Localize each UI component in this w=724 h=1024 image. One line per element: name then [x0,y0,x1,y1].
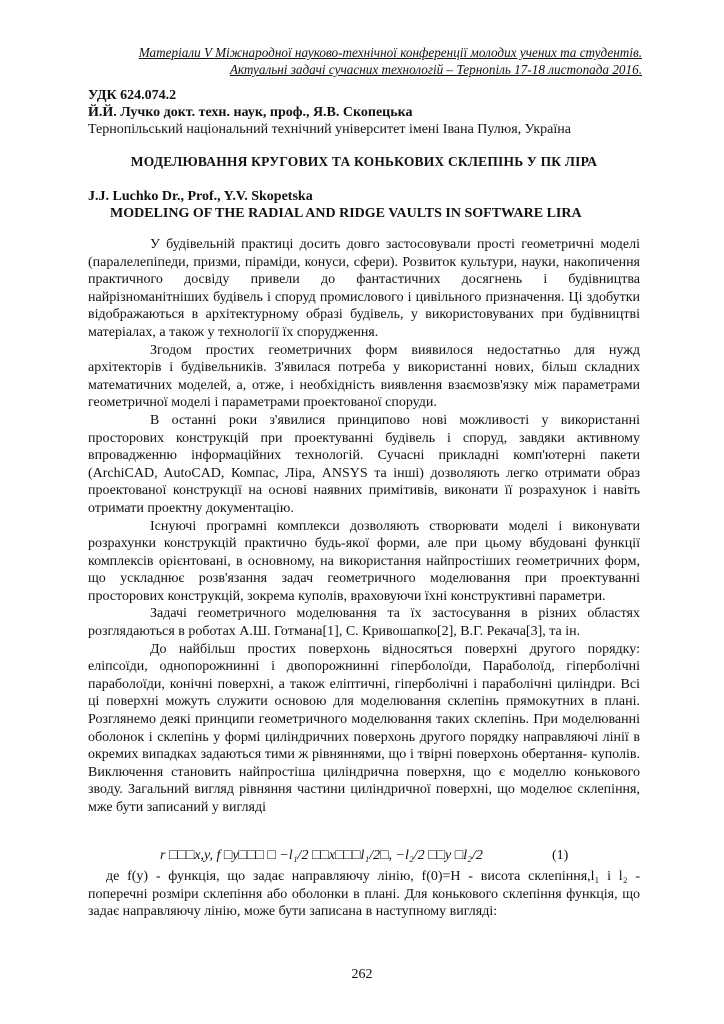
paragraph: До найбільш простих поверхонь відносяться поверхні другого порядку: еліпсоїди, однопорожнинні і двопорожнинні гіперболоїди, Параболоїд, гіперболічні параболоїди, конічні поверхні, а також еліптичні, гіперболічні і параболічні циліндри. Всі ці поверхні можуть служити основою для моделювання склепінь прямокутних в плані. Розглянемо деякі принципи геометричного моделювання таких склепінь. При моделюванні оболонок і склепінь у формі циліндричних поверхонь другого порядку направляючі лінії в окремих випадках задаються тими ж рівняннями, що і твірні поверхонь обертання- куполів. Виключення становить найпростіша циліндрична поверхня, що є моделлю конькового зводу. Загальний вигляд рівняння частини циліндричної поверхні, що моделює склепіння, мже бути записаний у вигляді [88,641,640,815]
paragraph: де f(y) - функція, що задає направляючу лінію, f(0)=H - висота склепіння,l₁ і l₂ - поперечні розміри склепіння або оболонки в плані. Для конькового склепіння функція, що задає направляючу лінію, може бути записана в наступному вигляді: [88,869,640,920]
paragraph: Задачі геометричного моделювання та їх застосування в різних областях розглядаються в роботах А.Ш. Готмана[1], С. Кривошапко[2], В.Г. Рекача[3], та ін. [88,606,640,640]
affiliation: Тернопільський національний технічний університет імені Івана Пулюя, Україна [88,122,571,137]
header-line-1: Матеріали V Міжнародної науково-технічної конференції молодих учених та студентів. [138,45,642,60]
paragraph: В останні роки з'явилися принципово нові можливості у використанні просторових конструкцій при проектуванні будівель і споруд, завдяки активному впровадженню інформаційних технологій. Сучасні прикладні комп'ютерні пакети (ArchiCAD, AutoCAD, Компас, Ліра, ANSYS та інші) дозволяють легко отримати образ проектованої конструкції на основі наявних примітивів, виконати її розрахунок і навіть отримати проектну документацію. [88,412,640,516]
page-number: 262 [351,967,373,982]
paragraph: Згодом простих геометричних форм виявилося недостатньо для нужд архітекторів і будівельників. З'явилася потреба у використанні нових, більш складних математичних моделей, а, отже, і необхідність виявлення взаємозв'язку між параметрами геометричної моделі і параметрами проектованої споруди. [88,342,640,411]
english-header [88,188,640,222]
title-ukrainian: МОДЕЛЮВАННЯ КРУГОВИХ ТА КОНЬКОВИХ СКЛЕПІНЬ У ПК ЛІРА [130,154,598,169]
paragraph: У будівельній практиці досить довго застосовували прості геометричні моделі (паралелепіпеди, призми, піраміди, конуси, сфери). Розвиток культури, науки, накопичення практичного досвіду привели до фантастичних досягнень і будівництва найрізноманітніших будівель і споруд промислового і цивільного призначення. Ці здобутки відображаються в архітектурному образі будівель, у використовуваних при будівництві матеріалах, а також у технології їх спорудження. [88,237,640,340]
paragraph: Існуючі програмні комплекси дозволяють створювати моделі і виконувати розрахунки конструкцій практично будь-якої форми, але при цьому вбудовані функції комплексів орієнтовані, в основному, на використання найпростіших геометричних форм, що ускладнює розв'язання задач геометричного моделювання при проектуванні просторових конструкцій, зокрема куполів, враховуючи їхні конструктивні параметри. [88,518,640,604]
udk-code: УДК 624.074.2 [88,88,177,103]
header-line-2: Актуальні задачі сучасних технологій – Тернопіль 17-18 листопада 2016. [229,62,642,77]
body-text [88,236,640,817]
article-meta [88,87,648,138]
body-text-continued [88,868,640,921]
equation-1 [160,848,580,864]
equation-number: (1) [552,848,569,863]
conference-header [80,44,642,78]
authors-ua: Й.Й. Лучко докт. техн. наук, проф., Я.В. Скопецька [88,105,413,120]
authors-en: J.J. Luchko Dr., Prof., Y.V. Skopetska [88,189,313,204]
equation-body: r □□□x,y, f □y□□□ □ −l₁/2 □□x□□□l₁/2□, −l₂/2 □□y □l₂/2 [160,848,483,863]
title-english: MODELING OF THE RADIAL AND RIDGE VAULTS IN SOFTWARE LIRA [110,206,582,221]
